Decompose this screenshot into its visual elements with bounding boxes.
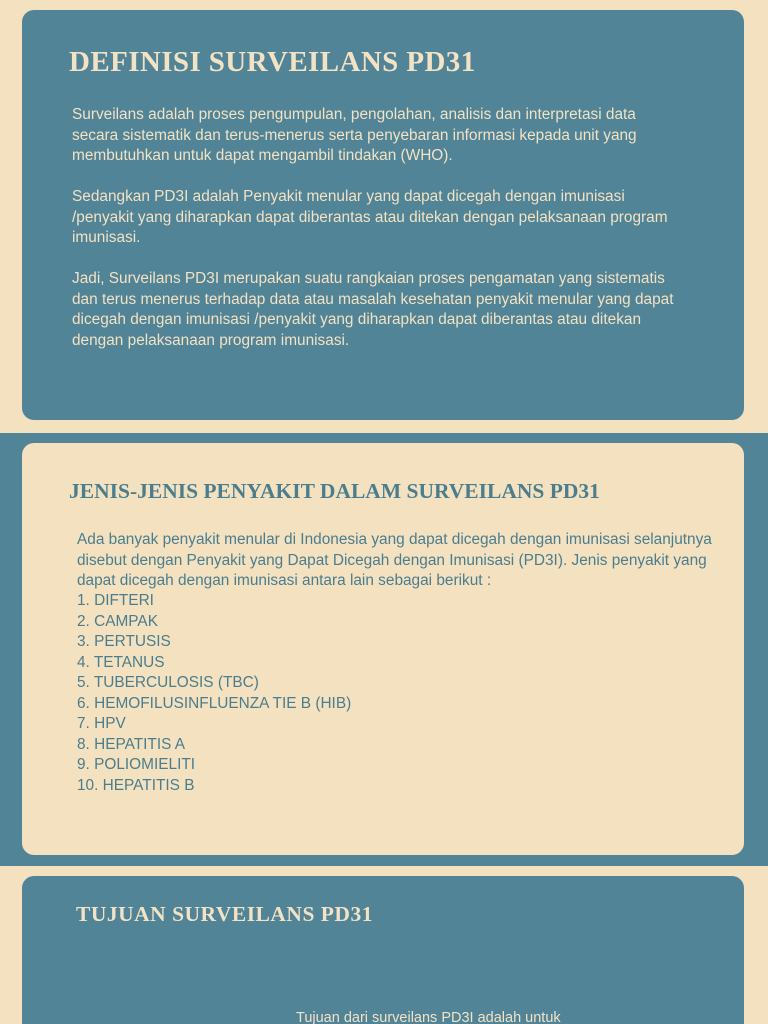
definisi-paragraph-surveilans: Surveilans adalah proses pengumpulan, pengolahan, analisis dan interpretasi data secara sistematik dan terus-menerus serta penyebaran informasi kepada unit yang membutuhkan untuk dapat mengambil tindakan (WHO).	[72, 106, 637, 164]
list-item: 4. TETANUS	[77, 653, 165, 671]
list-item: 6. HEMOFILUSINFLUENZA TIE B (HIB)	[77, 694, 352, 712]
slide-tujuan	[0, 866, 768, 1024]
list-item: 2. CAMPAK	[77, 612, 158, 630]
jenis-title: JENIS-JENIS PENYAKIT DALAM SURVEILANS PD31	[69, 479, 600, 503]
list-item: 7. HPV	[77, 715, 126, 732]
definisi-title: DEFINISI SURVEILANS PD31	[69, 46, 476, 78]
definisi-paragraph-kesimpulan: Jadi, Surveilans PD3I merupakan suatu rangkaian proses pengamatan yang sistematis dan terus menerus terhadap data atau masalah kesehatan penyakit menular yang dapat dicegah dengan imunisasi /penyakit yang diharapkan dapat diberantas atau ditekan dengan pelaksanaan program imunisasi.	[72, 270, 674, 349]
slide-jenis-penyakit	[0, 433, 768, 866]
list-item: 1. DIFTERI	[77, 592, 154, 609]
disease-list	[77, 591, 351, 796]
list-item: 9. POLIOMIELITI	[77, 756, 196, 773]
tujuan-title: TUJUAN SURVEILANS PD31	[76, 902, 373, 926]
list-item: 10. HEPATITIS B	[77, 776, 195, 794]
slide-definisi	[0, 0, 768, 433]
tujuan-text: Tujuan dari surveilans PD3I adalah untuk	[296, 1010, 561, 1024]
jenis-intro: Ada banyak penyakit menular di Indonesia yang dapat dicegah dengan imunisasi selanjutnya disebut dengan Penyakit yang Dapat Dicegah dengan Imunisasi (PD3I). Jenis penyakit yang dapat dicegah dengan imunisasi antara lain sebagai berikut :	[77, 531, 712, 589]
list-item: 3. PERTUSIS	[77, 633, 171, 650]
list-item: 5. TUBERCULOSIS (TBC)	[77, 674, 259, 691]
definisi-paragraph-pd3i: Sedangkan PD3I adalah Penyakit menular yang dapat dicegah dengan imunisasi /penyakit yang diharapkan dapat diberantas atau ditekan dengan pelaksanaan program imunisasi.	[72, 188, 668, 246]
list-item: 8. HEPATITIS A	[77, 735, 186, 753]
